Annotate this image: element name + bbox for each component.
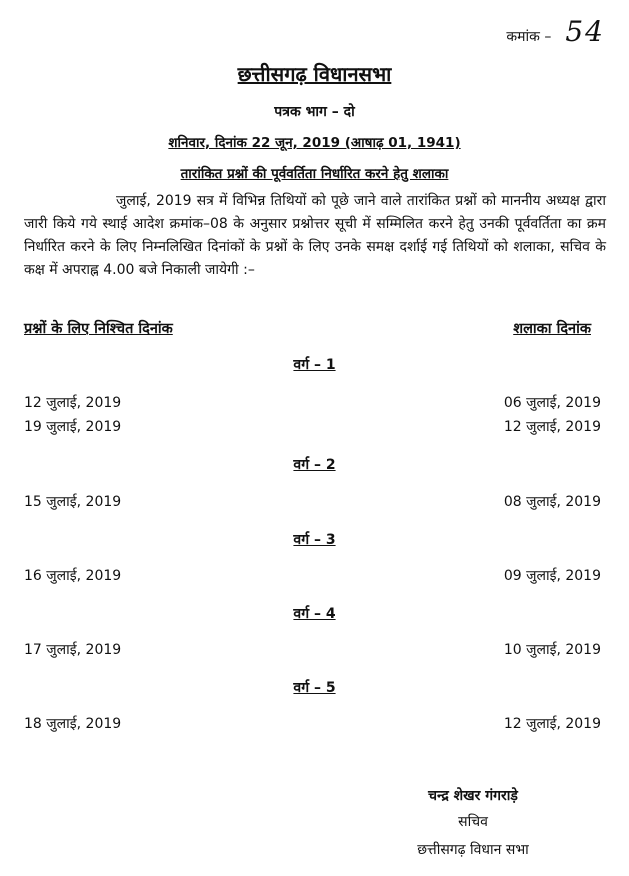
- date-line: शनिवार, दिनांक 22 जून, 2019 (आषाढ़ 01, 1941): [168, 135, 461, 151]
- group-label: वर्ग – 2: [293, 457, 336, 473]
- group-label: वर्ग – 1: [293, 357, 336, 373]
- draw-date: 12 जुलाई, 2019: [503, 716, 601, 732]
- signatory-name: चन्द्र शेखर गंगराड़े: [428, 788, 518, 804]
- column-heading-draw-date: शलाका दिनांक: [513, 321, 591, 337]
- draw-date: 10 जुलाई, 2019: [503, 642, 601, 658]
- question-date: 19 जुलाई, 2019: [24, 419, 122, 435]
- draw-date: 09 जुलाई, 2019: [503, 568, 601, 584]
- question-date: 15 जुलाई, 2019: [24, 494, 122, 510]
- serial-label: कमांक –: [506, 29, 552, 45]
- column-heading-question-date: प्रश्नों के लिए निश्चित दिनांक: [24, 321, 173, 337]
- page-subtitle: पत्रक भाग – दो: [274, 104, 355, 120]
- question-date: 17 जुलाई, 2019: [24, 642, 122, 658]
- serial-number-block: [506, 15, 605, 48]
- body-paragraph: जुलाई, 2019 सत्र में विभिन्न तिथियों को पूछे जाने वाले तारांकित प्रश्नों को माननीय अध्यक्ष द्वारा जारी किये गये स्थाई आदेश क्रमांक–08 के अनुसार प्रश्नोत्तर सूची में सम्मिलित करने हेतु उनकी पूर्ववर्तिता का क्रम निर्धारित करने के लिए निम्नलिखित दिनांकों के प्रश्नों के लिए उनके समक्ष दर्शाई गई तिथियों को शलाका, सचिव के कक्ष में अपराह्न 4.00 बजे निकाली जायेगी :–: [24, 193, 606, 278]
- draw-date: 06 जुलाई, 2019: [503, 395, 601, 411]
- signatory-designation: सचिव: [458, 814, 488, 830]
- question-date: 12 जुलाई, 2019: [24, 395, 122, 411]
- question-date: 18 जुलाई, 2019: [24, 716, 122, 732]
- draw-date: 12 जुलाई, 2019: [503, 419, 601, 435]
- subject-heading: तारांकित प्रश्नों की पूर्ववर्तिता निर्धारित करने हेतु शलाका: [180, 166, 449, 182]
- group-label: वर्ग – 4: [293, 606, 336, 622]
- group-label: वर्ग – 5: [293, 680, 336, 696]
- page-title: छत्तीसगढ़ विधानसभा: [237, 62, 392, 86]
- question-date: 16 जुलाई, 2019: [24, 568, 122, 584]
- draw-date: 08 जुलाई, 2019: [503, 494, 601, 510]
- group-label: वर्ग – 3: [293, 532, 336, 548]
- signatory-office: छत्तीसगढ़ विधान सभा: [417, 842, 529, 858]
- serial-number: 54: [565, 15, 605, 48]
